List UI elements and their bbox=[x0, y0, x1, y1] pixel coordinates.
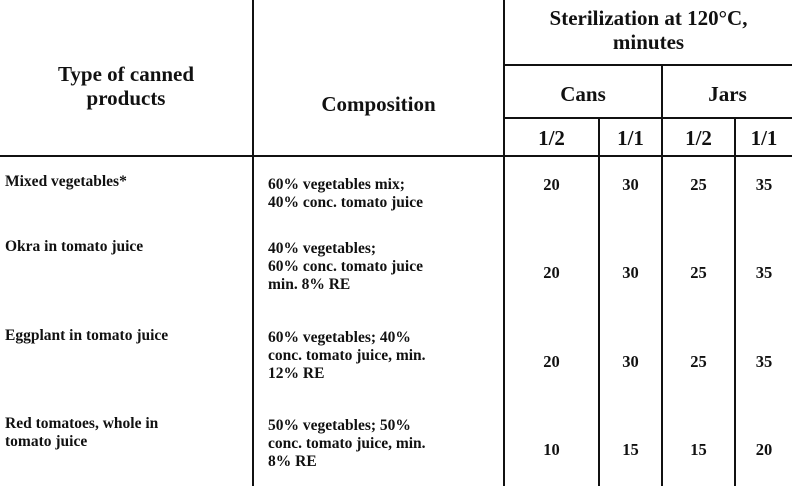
row-3-jars-full: 35 bbox=[755, 352, 773, 371]
header-jars: Jars bbox=[708, 82, 747, 106]
row-2-composition: 40% vegetables; 60% conc. tomato juice min. 8% RE bbox=[268, 240, 423, 293]
row-3-composition: 60% vegetables; 40% conc. tomato juice, min. 12% RE bbox=[268, 329, 426, 382]
row-4-jars-full: 20 bbox=[755, 440, 773, 459]
header-jars-full: 1/1 bbox=[750, 126, 778, 150]
row-3-jars-half: 25 bbox=[690, 352, 707, 371]
rule-after-type bbox=[252, 0, 254, 486]
row-2-cans-half: 20 bbox=[543, 263, 560, 282]
row-2-product: Okra in tomato juice bbox=[5, 238, 144, 255]
row-4-product: Red tomatoes, whole in tomato juice bbox=[5, 415, 159, 450]
header-sterilization: Sterilization at 120°C, minutes bbox=[549, 6, 748, 55]
row-1-cans-half: 20 bbox=[543, 175, 560, 194]
header-type: Type of canned products bbox=[57, 62, 195, 111]
header-cans-full: 1/1 bbox=[617, 126, 644, 150]
row-2-cans-full: 30 bbox=[622, 263, 639, 282]
row-2-jars-half: 25 bbox=[690, 263, 707, 282]
row-3-cans-half: 20 bbox=[543, 352, 560, 371]
header-composition: Composition bbox=[321, 92, 436, 116]
row-1-cans-full: 30 bbox=[622, 175, 639, 194]
rule-under-cans-jars bbox=[503, 117, 792, 119]
row-1-jars-full: 35 bbox=[755, 175, 773, 194]
rule-under-sterilization bbox=[503, 64, 792, 66]
row-3-product: Eggplant in tomato juice bbox=[5, 327, 169, 344]
row-1-jars-half: 25 bbox=[690, 175, 707, 194]
row-4-cans-full: 15 bbox=[622, 440, 639, 459]
row-3-cans-full: 30 bbox=[622, 352, 639, 371]
row-4-composition: 50% vegetables; 50% conc. tomato juice, min. 8% RE bbox=[268, 417, 426, 470]
row-1-product: Mixed vegetables* bbox=[5, 173, 127, 190]
row-4-jars-half: 15 bbox=[690, 440, 707, 459]
rule-after-cans-half bbox=[598, 118, 600, 486]
rule-under-header bbox=[0, 155, 792, 157]
rule-after-jars-half bbox=[734, 118, 736, 486]
header-cans: Cans bbox=[560, 82, 606, 106]
row-4-cans-half: 10 bbox=[543, 440, 560, 459]
header-cans-half: 1/2 bbox=[538, 126, 565, 150]
row-2-jars-full: 35 bbox=[755, 263, 773, 282]
rule-after-composition bbox=[503, 0, 505, 486]
row-1-composition: 60% vegetables mix; 40% conc. tomato juice bbox=[268, 176, 423, 211]
header-jars-half: 1/2 bbox=[685, 126, 712, 150]
